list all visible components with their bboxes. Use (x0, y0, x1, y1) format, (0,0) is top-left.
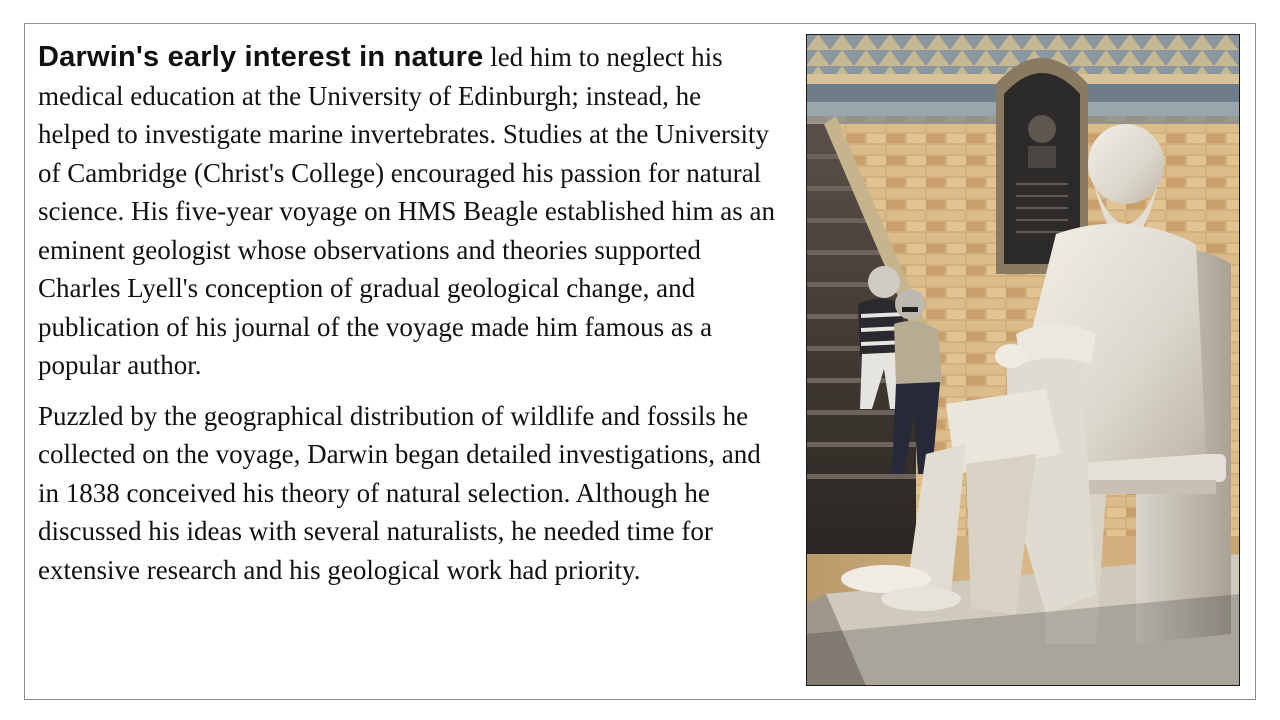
darwin-statue-photo (806, 34, 1240, 686)
slide-text (38, 38, 778, 589)
paragraph-1 (38, 38, 778, 385)
paragraph-2: Puzzled by the geographical distribution of wildlife and fossils he collected on the voyage, Darwin began detailed investigations, and in 1838 conceived his theory of natural selection. Although he discussed his ideas with several naturalists, he needed time for extensive research and his geological work had priority. (38, 400, 761, 585)
paragraph-1-body: led him to neglect his medical education at the University of Edinburgh; instead, he helped to investigate marine invertebrates. Studies at the University of Cambridge (Christ's College) encouraged his passion for natural science. His five-year voyage on HMS Beagle established him as an eminent geologist whose observations and theories supported Charles Lyell's conception of gradual geological change, and publication of his journal of the voyage made him famous as a popular author. (38, 42, 776, 380)
paragraph-1-lead: Darwin's early interest in nature (38, 41, 484, 73)
